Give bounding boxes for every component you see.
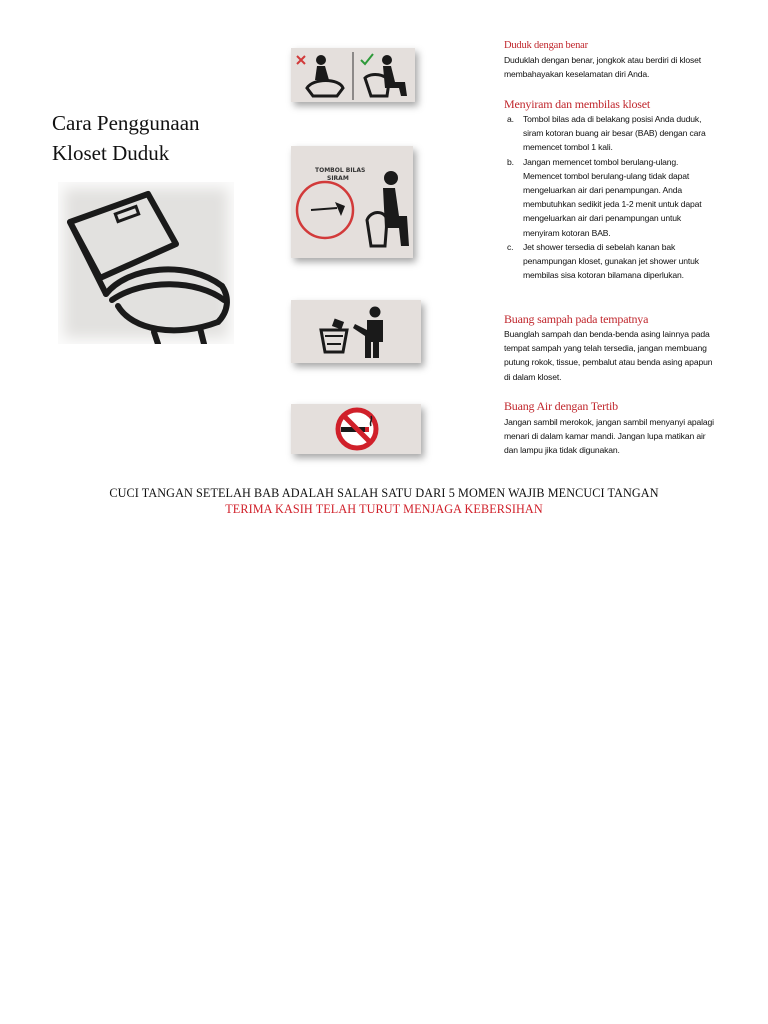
flush-button-icon [291,146,413,258]
section-menyiram-list [504,112,718,282]
section-sampah-heading: Buang sampah pada tempatnya [504,312,649,326]
list-marker: a. [507,114,514,124]
list-item-text: Tombol bilas ada di belakang posisi Anda duduk, siram kotoran buang air besar (BAB) dengan cara memencet tombol 1 kali. [523,114,706,153]
correct-sitting-posture-icon [291,48,415,102]
flush-sign [291,146,413,258]
trash-sign [291,300,421,363]
list-marker: c. [507,241,514,252]
section-air-body: Jangan sambil merokok, jangan sambil menyanyi apalagi menari di dalam kamar mandi. Jangan lupa matikan air dan lampu jika tidak digunakan. [504,417,714,456]
trash-bin-icon [291,300,421,363]
section-menyiram-heading: Menyiram dan membilas kloset [504,97,651,111]
toilet-illustration [58,182,234,344]
list-item-text: Jet shower tersedia di sebelah kanan bak penampungan kloset, gunakan jet shower untuk membilas sisa kotoran bilamana diperlukan. [523,241,699,281]
list-marker: b. [507,156,514,167]
section-duduk-body: Duduklah dengan benar, jongkok atau berdiri di kloset membahayakan keselamatan diri Anda. [504,55,702,80]
list-item [504,240,718,283]
footer-thanks: TERIMA KASIH TELAH TURUT MENJAGA KEBERSIHAN [225,502,543,516]
flush-label-1: TOMBOL BILAS [315,167,366,174]
section-air-heading: Buang Air dengan Tertib [504,399,618,413]
toilet-icon [58,182,234,344]
title-line-2: Kloset Duduk [52,141,170,165]
page-title [52,108,272,168]
no-smoking-icon [291,404,421,454]
list-item-text: Jangan memencet tombol berulang-ulang. Memencet tombol berulang-ulang tidak dapat mengeluarkan air dari penampungan. Anda membutuhkan sedikit jeda 1-2 menit untuk dapat mengeluarkan air dari penampungan untuk menyiram kotoran BAB. [523,156,702,238]
posture-sign [291,48,415,102]
no-smoking-sign [291,404,421,454]
list-item [504,112,718,155]
footer-handwash-note: CUCI TANGAN SETELAH BAB ADALAH SALAH SATU DARI 5 MOMEN WAJIB MENCUCI TANGAN [109,486,659,500]
flush-label-2: SIRAM [327,175,349,182]
title-line-1: Cara Penggunaan [52,111,200,135]
list-item [504,155,718,240]
section-sampah-body: Buanglah sampah dan benda-benda asing lainnya pada tempat sampah yang telah tersedia, jangan membuang putung rokok, tissue, pembalut atau benda asing apapun di dalam kloset. [504,329,713,382]
section-duduk-heading: Duduk dengan benar [504,40,588,51]
